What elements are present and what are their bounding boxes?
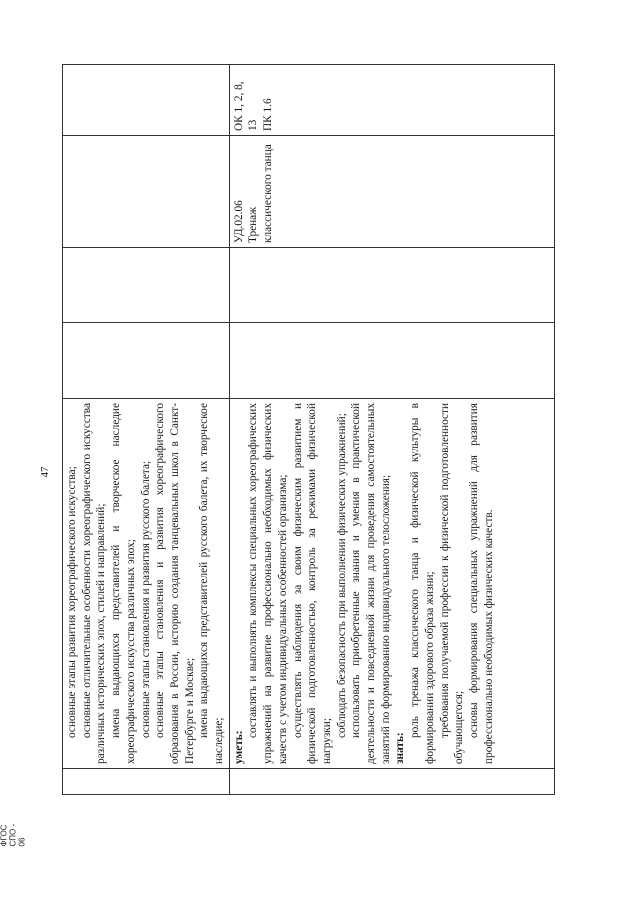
umet-item: осуществлять наблюдения за своим физическим развитием и физической подготовленностью, контроль за режимами физической нагрузки; [291, 403, 333, 764]
row-index-cell [63, 769, 230, 795]
znat-label: знать: [394, 732, 407, 764]
umet-label: уметь: [232, 730, 245, 764]
rotated-table-container [62, 65, 555, 795]
empty-cell [63, 323, 230, 399]
competency-pk: ПК 1.6 [262, 98, 275, 131]
znat-item: основы формирования специальных упражнений для развития профессионально необходимых физических качеств. [467, 403, 495, 764]
knowledge-cell-top [63, 399, 230, 769]
empty-cell [63, 248, 230, 323]
knowledge-line: основные этапы становления и развития русского балета; [139, 460, 152, 738]
skills-knowledge-cell [229, 399, 554, 769]
competency-table [62, 64, 555, 795]
knowledge-line: основные этапы развития хореографического искусства; [66, 466, 78, 738]
empty-cell [63, 136, 230, 248]
umet-item: составлять и выполнять комплексы специальных хореографических упражнений на развитие профессионально необходимых физических качеств с учетом индивидуальных особенностей организма; [247, 403, 289, 764]
row-index-cell [229, 769, 554, 795]
discipline-code: УД.02.06 [232, 200, 245, 243]
competency-ok: ОК 1, 2, 8, 13 [232, 81, 260, 131]
knowledge-line: основные этапы становления и развития хореографического образования в России, историю создания танцевальных школ в Санкт-Петербурге и Москве; [154, 403, 196, 764]
umet-item: соблюдать безопасность при выполнении физических упражнений; [335, 413, 348, 738]
knowledge-line: имена выдающихся представителей русского балета, их творческое наследие; [198, 403, 226, 764]
discipline-name: Тренаж классического танца [247, 144, 275, 243]
knowledge-line: имена выдающихся представителей и творческое наследие хореографического искусства различных эпох; [110, 403, 137, 764]
znat-item: требования получаемой профессии к физической подготовленности обучающегося; [438, 403, 466, 764]
empty-cell [229, 323, 554, 399]
page-number: 47 [39, 466, 51, 478]
competencies-cell [229, 65, 554, 136]
empty-cell [229, 248, 554, 323]
discipline-cell [229, 136, 554, 248]
znat-item: роль тренажа классического танца и физической культуры в формировании здорового образа жизни; [409, 403, 436, 764]
empty-cell [63, 65, 230, 136]
footer-label: ФГОС СПО - 06 [0, 823, 27, 847]
table-row [229, 65, 554, 795]
table-row [63, 65, 230, 795]
umet-item: использовать приобретенные знания и умения в практической деятельности и повседневной жизни для проведения самостоятельных занятий по формированию индивидуального телосложения; [350, 403, 392, 764]
knowledge-line: основные отличительные особенности хореографического искусства различных исторических эпох, стилей и направлений; [80, 403, 108, 764]
